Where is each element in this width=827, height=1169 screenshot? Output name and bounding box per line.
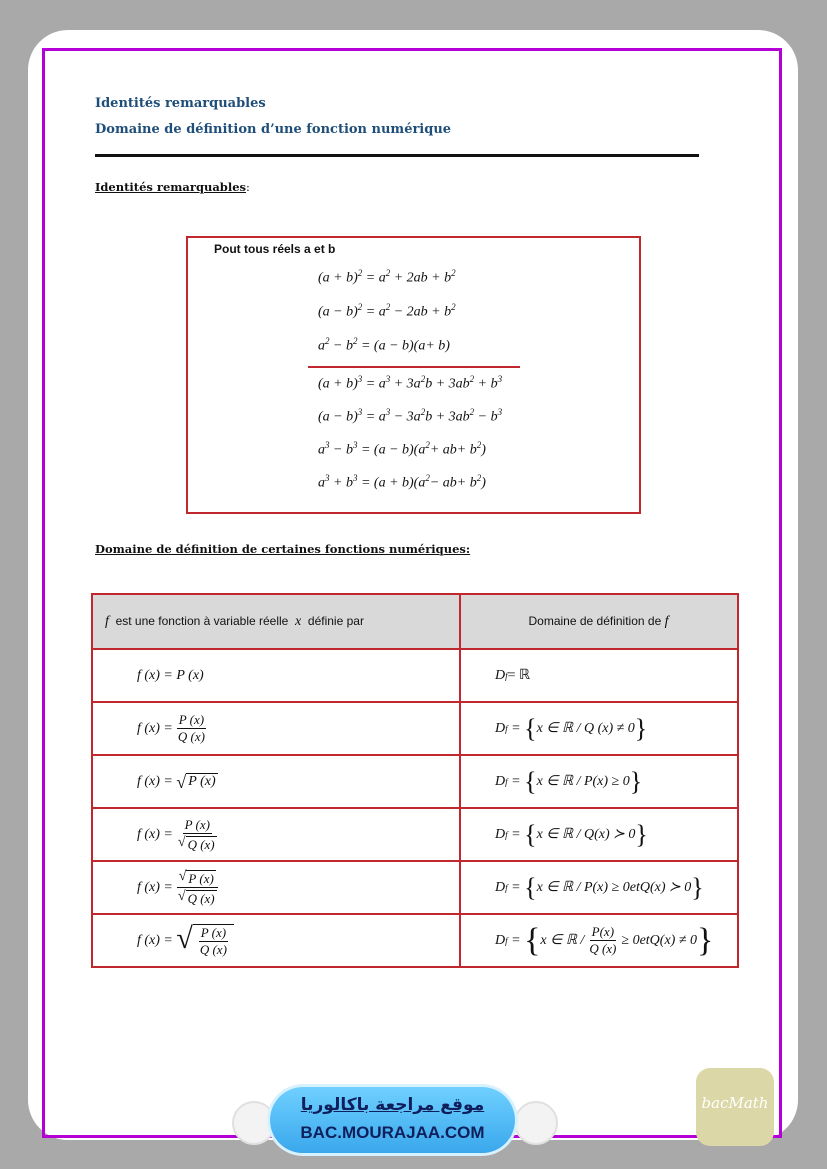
- function-cell: f (x) = √ $\frac{P (x)}{Q (x)}$: [92, 914, 460, 967]
- header-domain: Domaine de définition de f: [460, 594, 738, 649]
- function-cell: f (x) = P (x) √ Q (x): [92, 808, 460, 861]
- logo-arabic-text: موقع مراجعة باكالوريا: [300, 1095, 485, 1115]
- table-row: [92, 702, 738, 755]
- table-row: [92, 861, 738, 914]
- domain-cell: D f = { x ∈ ℝ / $\frac{P(x)}{Q (x)}$ ≥ 0etQ(x) ≠ 0 }: [460, 914, 738, 967]
- identities-box: [186, 236, 641, 514]
- table-row: [92, 914, 738, 967]
- header-rule: [95, 154, 699, 157]
- section-identities-title: Identités remarquables:: [95, 180, 250, 194]
- identity-sum-cubes: $a^3 + b^3 = (a + b)(a^2- ab+ b^2)$: [318, 473, 486, 491]
- function-cell: f (x) = P (x): [92, 649, 460, 702]
- bacmath-badge-text: bacMath: [701, 1094, 769, 1112]
- section-domains-title: Domaine de définition de certaines fonctions numériques:: [95, 542, 471, 556]
- table-row: [92, 649, 738, 702]
- function-cell: f (x) = √ P (x) √ Q (x): [92, 861, 460, 914]
- identity-diff-squares: $a^2 - b^2 = (a - b)(a+ b)$: [318, 336, 450, 354]
- identity-diff-cubes: $a^3 - b^3 = (a - b)(a^2+ ab+ b^2)$: [318, 440, 486, 458]
- site-logo-link[interactable]: [270, 1087, 515, 1153]
- identity-cube-diff: $(a - b)^3 = a^3 - 3a^2b + 3ab^2 - b^3$: [318, 407, 503, 425]
- identity-cube-sum: $(a + b)^3 = a^3 + 3a^2b + 3ab^2 + b^3$: [318, 374, 503, 392]
- function-cell: f (x) = √ P (x): [92, 755, 460, 808]
- domain-cell: D f = { x ∈ ℝ / P(x) ≥ 0 }: [460, 755, 738, 808]
- identity-square-sum: $(a + b)^2 = a^2 + 2ab + b^2$: [318, 268, 456, 286]
- identity-square-diff: $(a - b)^2 = a^2 - 2ab + b^2$: [318, 302, 456, 320]
- function-cell: f (x) = $\frac{P (x)}{Q (x)}$: [92, 702, 460, 755]
- header-function: f est une fonction à variable réelle x définie par: [92, 594, 460, 649]
- bacmath-badge: [696, 1068, 774, 1146]
- table-row: [92, 755, 738, 808]
- domain-cell: D f = ℝ: [460, 649, 738, 702]
- domain-cell: D f = { x ∈ ℝ / Q (x) ≠ 0 }: [460, 702, 738, 755]
- table-row: [92, 808, 738, 861]
- domain-cell: D f = { x ∈ ℝ / P(x) ≥ 0etQ(x) ≻ 0 }: [460, 861, 738, 914]
- table-header-row: [92, 594, 738, 649]
- identities-separator: [308, 366, 520, 368]
- header-title-2: Domaine de définition d’une fonction numérique: [95, 122, 452, 137]
- logo-site-text: BAC.MOURAJAA.COM: [300, 1123, 485, 1142]
- footer-emblem-right: [514, 1101, 558, 1145]
- domain-cell: D f = { x ∈ ℝ / Q(x) ≻ 0 }: [460, 808, 738, 861]
- header-title-1: Identités remarquables: [95, 96, 266, 111]
- identities-lead: Pout tous réels a et b: [214, 242, 336, 256]
- domains-table: [91, 593, 739, 968]
